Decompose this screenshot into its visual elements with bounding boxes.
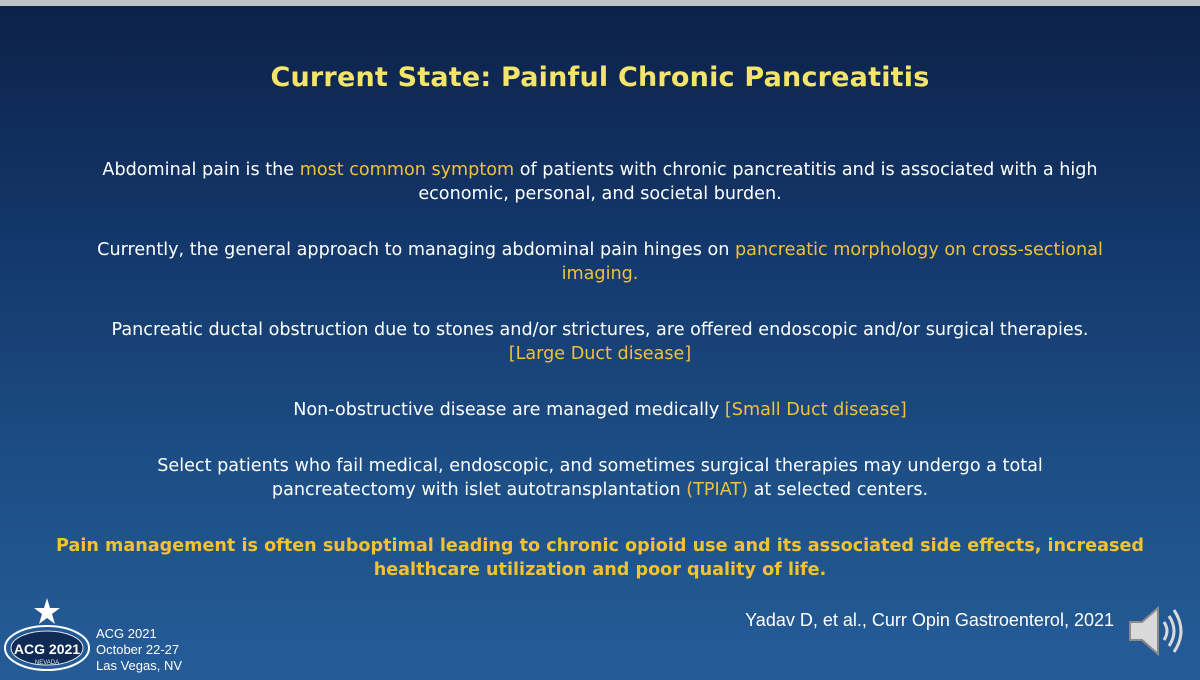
highlight-text: [Large Duct disease] <box>508 344 692 364</box>
conference-name: ACG 2021 <box>96 626 157 641</box>
acg-logo <box>2 596 92 680</box>
paragraph-general-approach <box>20 238 1180 286</box>
paragraph-tpiat <box>20 454 1180 502</box>
logo-text: ACG 2021 <box>13 641 81 657</box>
text: Abdominal pain is the <box>102 160 300 180</box>
paragraph-abdominal-pain <box>20 158 1180 206</box>
text: Pain management is often suboptimal leading to chronic opioid use and its associated side effects, increased <box>56 536 1144 556</box>
highlight-text: [Small Duct disease] <box>724 400 907 420</box>
text: Select patients who fail medical, endoscopic, and sometimes surgical therapies may undergo a total <box>157 456 1043 476</box>
text: Currently, the general approach to managing abdominal pain hinges on <box>97 240 735 260</box>
slide-body <box>20 158 1180 614</box>
text: at selected centers. <box>748 480 929 500</box>
highlight-text: pancreatic morphology on cross-sectional <box>735 240 1103 260</box>
highlight-text: imaging. <box>561 264 639 284</box>
conference-location: Las Vegas, NV <box>96 658 182 673</box>
conference-info <box>96 626 182 674</box>
paragraph-ductal-obstruction <box>20 318 1180 366</box>
paragraph-pain-management <box>20 534 1180 582</box>
paragraph-non-obstructive <box>20 398 1180 422</box>
text: Pancreatic ductal obstruction due to stones and/or strictures, are offered endoscopic and/or surgical therapies. <box>111 320 1089 340</box>
speaker-icon[interactable] <box>1124 600 1188 662</box>
citation: Yadav D, et al., Curr Opin Gastroenterol, 2021 <box>745 610 1114 630</box>
highlight-text: (TPIAT) <box>686 480 748 500</box>
highlight-text: most common symptom <box>299 160 515 180</box>
slide-title: Current State: Painful Chronic Pancreatitis <box>270 62 930 93</box>
logo-subtext: NEVADA <box>34 660 60 666</box>
window-top-strip <box>0 0 1200 6</box>
star-icon <box>34 598 60 624</box>
text: healthcare utilization and poor quality of life. <box>373 560 827 580</box>
text: of patients with chronic pancreatitis and is associated with a high <box>514 160 1098 180</box>
text: economic, personal, and societal burden. <box>418 184 782 204</box>
text: pancreatectomy with islet autotransplantation <box>271 480 687 500</box>
conference-dates: October 22-27 <box>96 642 180 657</box>
text: Non-obstructive disease are managed medically <box>293 400 725 420</box>
